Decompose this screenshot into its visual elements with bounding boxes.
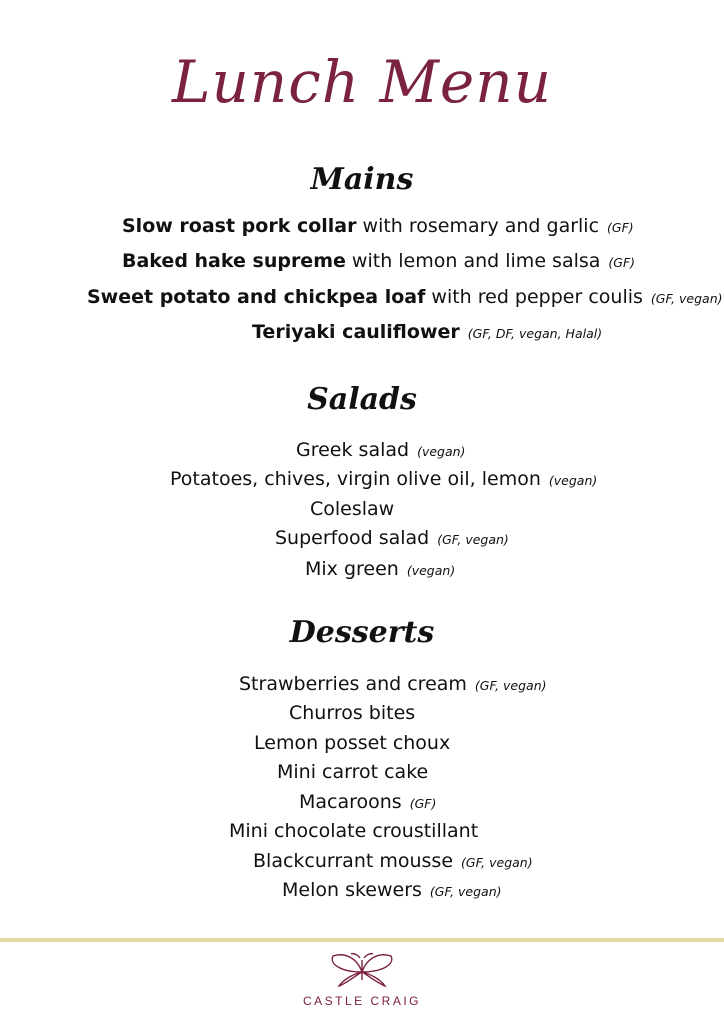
dessert-item (282, 878, 502, 904)
butterfly-icon (327, 950, 397, 990)
dessert-item (253, 849, 533, 875)
dessert-item (289, 701, 423, 727)
salad-item-name: Mix green (305, 558, 399, 580)
dessert-item-name: Melon skewers (282, 879, 422, 901)
main-item-name: Sweet potato and chickpea loaf (87, 286, 426, 308)
main-item-tags: (GF) (608, 255, 636, 270)
dessert-item-tags: (GF) (409, 796, 437, 811)
dessert-item-name: Churros bites (289, 702, 416, 724)
dessert-item-name: Mini carrot cake (277, 761, 429, 783)
salad-item-tags: (GF, vegan) (437, 532, 509, 547)
main-item-desc: with rosemary and garlic (356, 215, 600, 237)
menu-title: Lunch Menu (172, 48, 552, 116)
salad-item-name: Superfood salad (275, 527, 430, 549)
main-item-tags: (GF) (607, 220, 634, 235)
salad-item (310, 497, 402, 523)
salad-item-tags: (vegan) (548, 473, 598, 488)
salad-item-name: Potatoes, chives, virgin olive oil, lemon (170, 468, 541, 490)
main-item-name: Teriyaki cauliflower (252, 321, 460, 343)
main-item (252, 320, 602, 346)
dessert-item-name: Strawberries and cream (239, 673, 467, 695)
castle-craig-logo (0, 950, 724, 994)
dessert-item-name: Macaroons (299, 791, 402, 813)
salad-item (275, 526, 509, 552)
dessert-item (254, 731, 458, 757)
salad-item-tags: (vegan) (406, 563, 456, 578)
main-item-desc: with lemon and lime salsa (345, 250, 601, 272)
footer-divider (0, 938, 724, 942)
main-item (87, 285, 723, 311)
salad-item (305, 557, 455, 583)
main-item (122, 249, 635, 275)
main-item-name: Slow roast pork collar (122, 215, 357, 237)
desserts-heading: Desserts (289, 615, 435, 650)
salad-item-name: Greek salad (296, 439, 410, 461)
salad-item-name: Coleslaw (310, 498, 395, 520)
dessert-item-name: Mini chocolate croustillant (229, 820, 479, 842)
dessert-item-tags: (GF, vegan) (474, 678, 547, 693)
salad-item (296, 438, 465, 464)
salads-heading: Salads (307, 382, 417, 417)
salad-item-tags: (vegan) (417, 444, 466, 459)
dessert-item (229, 819, 486, 845)
dessert-item-name: Blackcurrant mousse (253, 850, 454, 872)
main-item-tags: (GF, vegan) (650, 291, 723, 306)
mains-heading: Mains (310, 162, 414, 197)
dessert-item-tags: (GF, vegan) (429, 884, 502, 899)
main-item-desc: with red pepper coulis (425, 286, 643, 308)
dessert-item (299, 790, 436, 816)
salad-item (170, 467, 597, 493)
main-item (122, 214, 634, 240)
brand-name: CASTLE CRAIG (302, 994, 422, 1008)
dessert-item-tags: (GF, vegan) (461, 855, 533, 870)
dessert-item (239, 672, 547, 698)
main-item-name: Baked hake supreme (122, 250, 346, 272)
main-item-tags: (GF, DF, vegan, Halal) (467, 326, 603, 341)
dessert-item-name: Lemon posset choux (254, 732, 451, 754)
dessert-item (277, 760, 436, 786)
